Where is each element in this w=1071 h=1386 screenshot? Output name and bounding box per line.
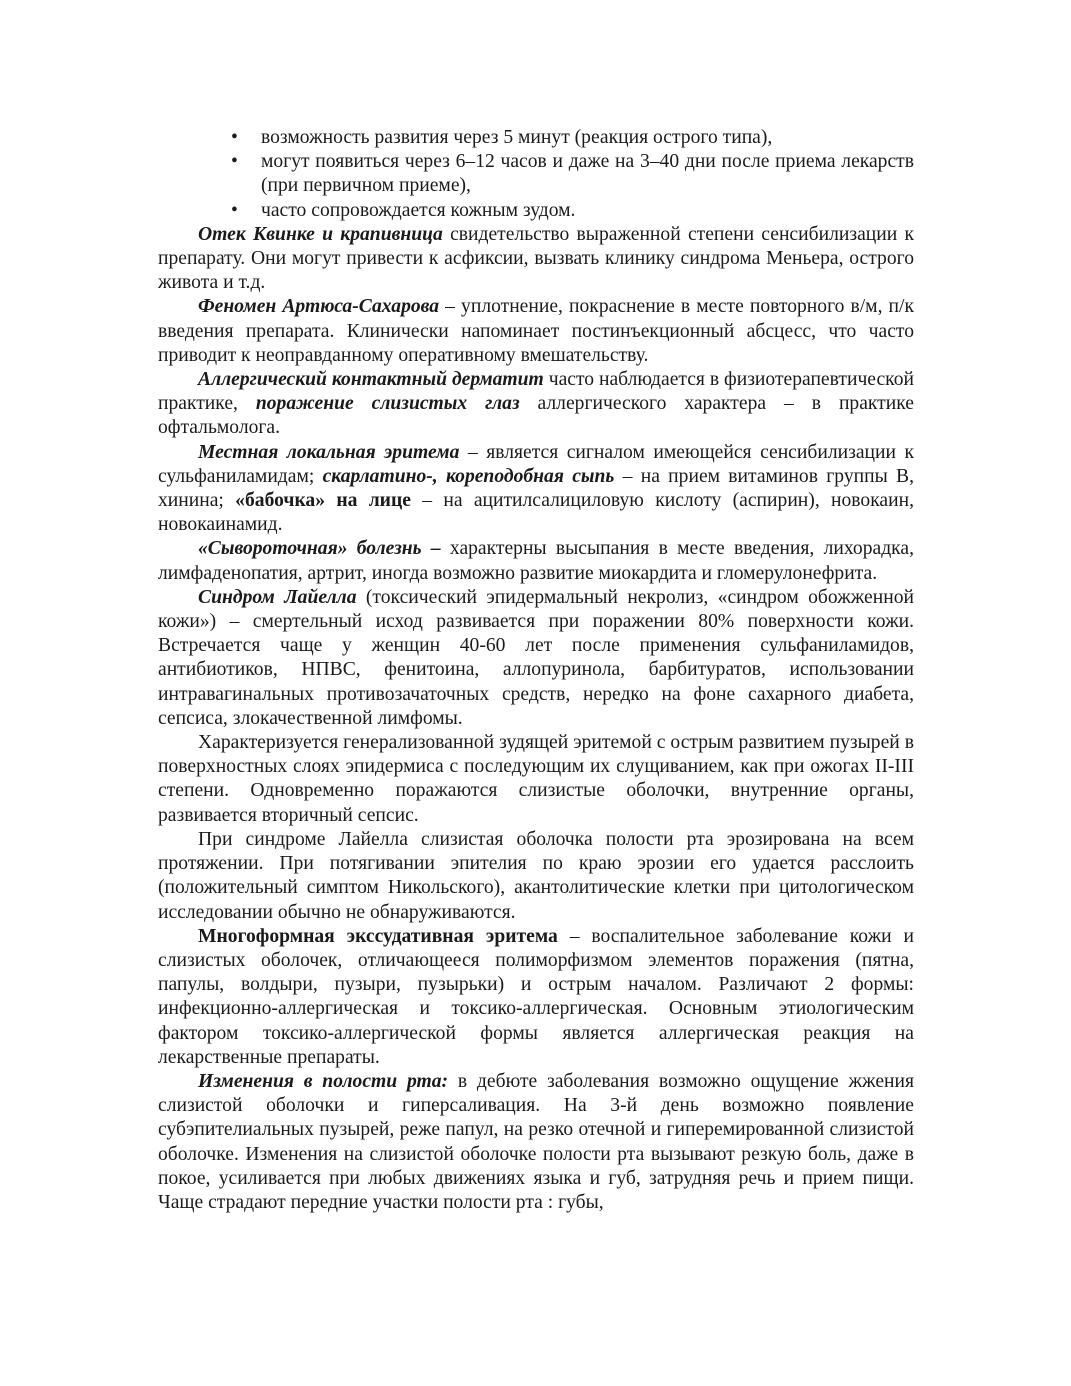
paragraph-arthus-phenomenon (158, 295, 914, 368)
paragraph-text: – на ацитилсалициловую кислоту (аспирин), новокаин, новокаинамид. (158, 490, 914, 536)
list-item (158, 126, 914, 150)
paragraph-erythema-multiforme (158, 925, 914, 1070)
paragraph-text: характерны высыпания в месте введения, лихорадка, лимфаденопатия, артрит, иногда возможно развитие миокардита и гломерулонефрита. (158, 538, 914, 584)
paragraph-text: аллергического характера – в практике офтальмолога. (158, 393, 914, 439)
paragraph-quincke-edema (158, 223, 914, 296)
paragraph-lyell-characteristics: Характеризуется генерализованной зудящей эритемой с острым развитием пузырей в поверхностных слоях эпидермиса с последующим их слущиванием, как при ожогах II-III степени. Одновременно поражаются слизистые оболочки, внутренние органы, развивается вторичный сепсис. (158, 732, 914, 826)
paragraph-lyell-oral: При синдроме Лайелла слизистая оболочка полости рта эрозирована на всем протяжении. При потягивании эпителия по краю эрозии его удается расслоить (положительный симптом Никольского), акантолитические клетки при цитологическом исследовании обычно не обнаруживаются. (158, 828, 914, 923)
paragraph-text: (токсический эпидермальный некролиз, «синдром обожженной кожи») – смертельный исход развивается при поражении 80% поверхности кожи. Встречается чаще у женщин 40-60 лет после применения сульфаниламидов, антибиотиков, НПВС, фенитоина, аллопуринола, барбитуратов, использовании интравагинальных противозачаточных средств, нередко на фоне сахарного диабета, сепсиса, злокачественной лимфомы. (158, 586, 914, 729)
paragraph-text: – на прием витаминов группы В, хинина; (158, 465, 914, 512)
term-heading: Феномен Артюса-Сахарова (198, 296, 440, 318)
paragraph-text: свидетельство выраженной степени сенсибилизации к препарату. Они могут привести к асфиксии, вызвать клинику синдрома Меньера, острого живота и т.д. (158, 223, 914, 294)
document-page (158, 126, 914, 1215)
bullet-icon: • (231, 151, 238, 173)
term-heading: Отек Квинке и крапивница (198, 223, 443, 245)
paragraph-oral-changes (158, 1070, 914, 1215)
term-inline: скарлатино-, кореподобная сыпь (322, 465, 615, 487)
paragraph-text: – воспалительное заболевание кожи и слизистых оболочек, отличающееся полиморфизмом элементов поражения (пятна, папулы, волдыри, пузыри, пузырьки) и острым началом. Различают 2 формы: инфекционно-аллергическая и токсико-аллергическая. Основным этиологическим фактором токсико-аллергической формы является аллергическая реакция на лекарственные препараты. (158, 925, 914, 1068)
bullet-icon: • (231, 199, 238, 221)
list-item (158, 199, 914, 223)
term-heading: Синдром Лайелла (198, 586, 357, 608)
term-heading: Многоформная экссудативная эритема (198, 925, 558, 947)
paragraph-serum-sickness (158, 537, 914, 585)
paragraph-text: – уплотнение, покраснение в месте повторного в/м, п/к введения препарата. Клинически напоминает постинъекционный абсцесс, что часто приводит к неоправданному оперативному вмешательству. (158, 296, 914, 366)
paragraph-text: в дебюте заболевания возможно ощущение жжения слизистой оболочки и гиперсаливация. На 3-й день возможно появление субэпителиальных пузырей, реже папул, на резко отечной и гиперемированной слизистой оболочке. Изменения на слизистой оболочке полости рта вызывают резкую боль, даже в покое, усиливается при любых движениях языка и губ, затрудняя речь и прием пищи. Чаще страдают передние участки полости рта : губы, (158, 1070, 915, 1213)
term-heading: Местная локальная эритема (198, 441, 460, 463)
paragraph-local-erythema (158, 441, 914, 538)
list-item-text: могут появиться через 6–12 часов и даже на 3–40 дни после приема лекарств (при первичном приеме), (261, 151, 914, 197)
term-inline: «бабочка» на лице (235, 490, 411, 512)
bullet-list (158, 126, 914, 223)
paragraph-text: часто наблюдается в физиотерапевтической практике, (158, 369, 914, 415)
paragraph-text: – является сигналом имеющейся сенсибилизации к сульфаниламидам; (158, 441, 914, 487)
list-item-text: возможность развития через 5 минут (реакция острого типа), (261, 127, 773, 148)
list-item-text: часто сопровождается кожным зудом. (261, 199, 576, 221)
paragraph-contact-dermatitis (158, 368, 914, 441)
term-heading: Аллергический контактный дерматит (198, 369, 544, 391)
term-heading: «Сывороточная» болезнь – (198, 538, 441, 560)
term-inline: поражение слизистых глаз (255, 393, 520, 415)
term-heading: Изменения в полости рта: (198, 1070, 449, 1092)
list-item (158, 150, 914, 198)
bullet-icon: • (231, 127, 238, 148)
paragraph-lyell-syndrome (158, 586, 914, 731)
